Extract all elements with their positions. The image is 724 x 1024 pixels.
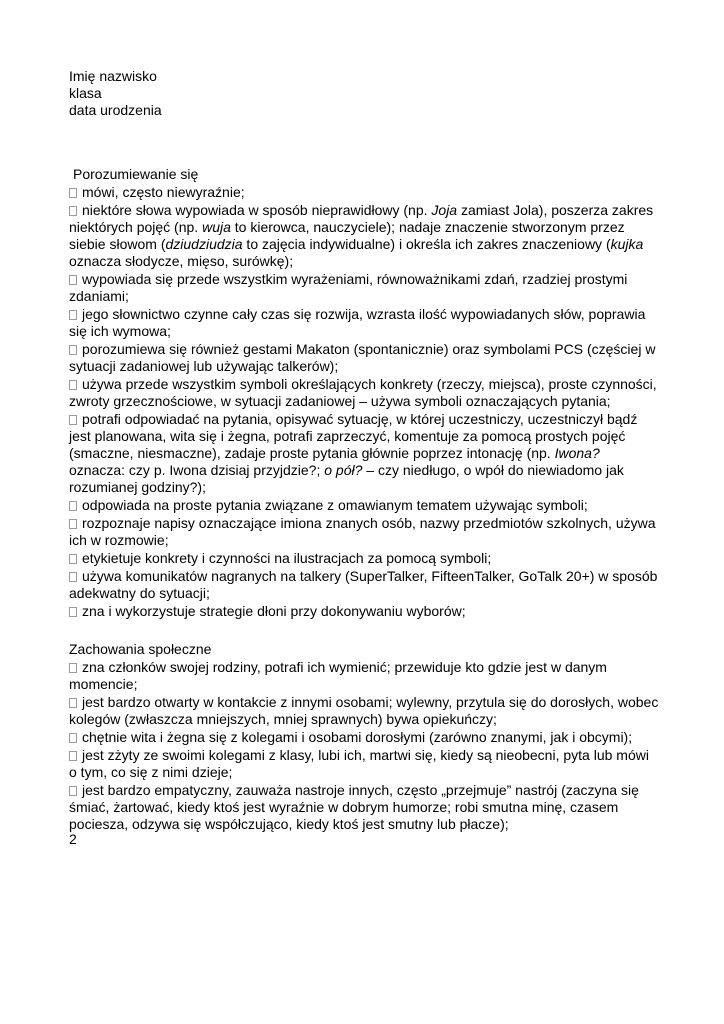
item-text: jest bardzo otwarty w kontakcie z innymi osobami; wylewny, przytula się do dorosłych, wobec kolegów (zwłaszcza mniejszych, mniej sprawnych) bywa opiekuńczy; (69, 694, 659, 727)
italic-term: kujka (610, 236, 644, 252)
bullet-box-icon (69, 607, 77, 617)
social-behavior-item (69, 659, 659, 693)
social-behavior-section (69, 641, 659, 833)
bullet-box-icon (69, 188, 77, 198)
item-text: zna i wykorzystuje strategie dłoni przy dokonywaniu wyborów; (82, 603, 466, 619)
item-text: odpowiada na proste pytania związane z omawianym tematem używając symboli; (82, 497, 588, 513)
communication-item (69, 603, 659, 620)
student-class-label: klasa (69, 85, 102, 101)
bullet-box-icon (69, 275, 77, 285)
bullet-box-icon (69, 572, 77, 582)
item-text: używa przede wszystkim symboli określających konkrety (rzeczy, miejsca), proste czynności, zwroty grzecznościowe, w sytuacji zadaniowej – używa symboli oznaczających pytania; (69, 376, 657, 409)
bullet-box-icon (69, 310, 77, 320)
social-behavior-item (69, 747, 659, 781)
italic-term: o pół? (324, 462, 363, 478)
bullet-box-icon (69, 698, 77, 708)
bullet-box-icon (69, 519, 77, 529)
communication-item (69, 568, 659, 602)
communication-item (69, 550, 659, 567)
communication-item (69, 341, 659, 375)
social-behavior-item (69, 729, 659, 746)
bullet-box-icon (69, 733, 77, 743)
communication-item (69, 497, 659, 514)
bullet-box-icon (69, 554, 77, 564)
student-header (69, 68, 162, 119)
item-text: mówi, często niewyraźnie; (82, 184, 245, 200)
item-text: to kierowca, nauczyciele); nadaje znaczenie stworzonym przez siebie słowom ( (69, 219, 625, 252)
communication-item (69, 184, 659, 201)
italic-term: dziudziudzia (165, 236, 243, 252)
item-text: zna członków swojej rodziny, potrafi ich wymienić; przewiduje kto gdzie jest w danym momencie; (69, 659, 607, 692)
item-text: oznacza: czy p. Iwona dzisiaj przyjdzie?; (69, 462, 325, 478)
item-text: etykietuje konkrety i czynności na ilustracjach za pomocą symboli; (82, 550, 492, 566)
item-text: to zajęcia indywidualne) i określa ich zakres znaczeniowy ( (242, 236, 611, 252)
student-name-label: Imię nazwisko (69, 68, 157, 84)
communication-item (69, 376, 659, 410)
item-text: używa komunikatów nagranych na talkery (SuperTalker, FifteenTalker, GoTalk 20+) w sposób adekwatny do sytuacji; (69, 568, 658, 601)
communication-item (69, 515, 659, 549)
communication-item (69, 202, 659, 270)
item-text: zamiast Jola), poszerza zakres niektórych pojęć (np. (69, 202, 654, 235)
page-number: 2 (69, 831, 77, 847)
bullet-box-icon (69, 751, 77, 761)
bullet-box-icon (69, 663, 77, 673)
student-birthdate-label: data urodzenia (69, 102, 162, 118)
item-text: jest bardzo empatyczny, zauważa nastroje innych, często „przejmuje” nastrój (zaczyna się śmiać, żartować, kiedy ktoś jest wyraźnie w dobrym humorze; robi smutna minę, czasem pociesza, odzywa się współczująco, kiedy ktoś jest smutny lub płacze); (69, 782, 639, 832)
item-text: rozpoznaje napisy oznaczające imiona znanych osób, nazwy przedmiotów szkolnych, używa ich w rozmowie; (69, 515, 656, 548)
communication-section (69, 166, 659, 620)
item-text: porozumiewa się również gestami Makaton (spontanicznie) oraz symbolami PCS (częściej w sytuacji zadaniowej lub używając talkerów); (69, 341, 656, 374)
item-text: wypowiada się przede wszystkim wyrażeniami, równoważnikami zdań, rzadziej prostymi zdaniami; (69, 271, 628, 304)
social-behavior-item (69, 782, 659, 833)
italic-term: Joja (431, 202, 458, 218)
item-text: niektóre słowa wypowiada w sposób nieprawidłowy (np. (82, 202, 432, 218)
bullet-box-icon (69, 380, 77, 390)
bullet-box-icon (69, 415, 77, 425)
item-text: jest zżyty ze swoimi kolegami z klasy, lubi ich, martwi się, kiedy są nieobecni, pyta lub mówi o tym, co się z nimi dzieje; (69, 747, 649, 780)
item-text: chętnie wita i żegna się z kolegami i osobami dorosłymi (zarówno znanymi, jak i obcymi); (82, 729, 633, 745)
bullet-box-icon (69, 501, 77, 511)
bullet-box-icon (69, 206, 77, 216)
item-text: jego słownictwo czynne cały czas się rozwija, wzrasta ilość wypowiadanych słów, poprawia się ich wymowa; (69, 306, 646, 339)
communication-item (69, 306, 659, 340)
item-text: potrafi odpowiadać na pytania, opisywać sytuację, w której uczestniczy, uczestniczył bądź jest planowana, wita się i żegna, potrafi zaprzeczyć, komentuje za pomocą prostych pojęć (smaczne, niesmaczne), zadaje proste pytania głównie poprzez intonację (np. (69, 411, 638, 461)
communication-item (69, 411, 659, 496)
item-text: oznacza słodycze, mięso, surówkę); (69, 253, 294, 269)
italic-term: Iwona? (554, 445, 600, 461)
item-text: – czy niedługo, o wpół do niewiadomo jak rozumianej godziny?); (69, 462, 624, 495)
communication-title: Porozumiewanie się (73, 166, 199, 182)
bullet-box-icon (69, 786, 77, 796)
italic-term: wuja (202, 219, 231, 235)
social-behavior-item (69, 694, 659, 728)
bullet-box-icon (69, 345, 77, 355)
social-behavior-title: Zachowania społeczne (69, 641, 212, 657)
communication-item (69, 271, 659, 305)
